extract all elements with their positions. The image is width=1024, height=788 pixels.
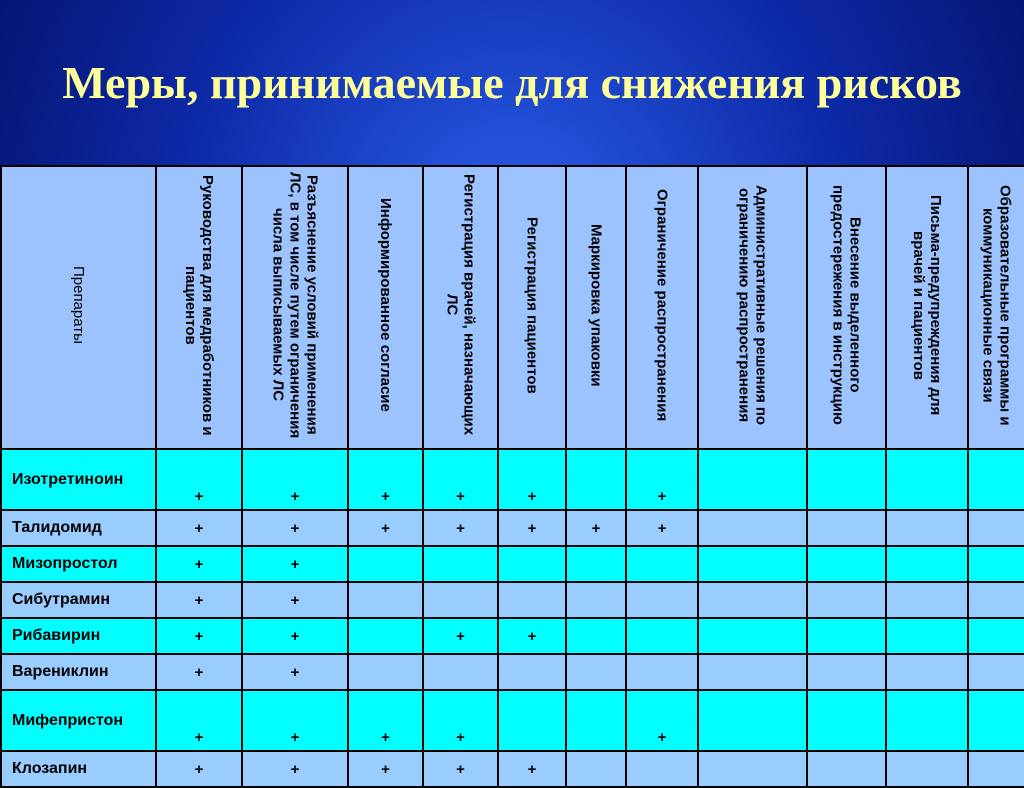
table-cell <box>698 546 807 582</box>
table-cell <box>498 690 566 751</box>
column-header: Ограничение распространения <box>626 166 698 449</box>
drug-name: Талидомид <box>1 510 156 546</box>
table-cell <box>566 582 626 618</box>
table-cell <box>698 654 807 690</box>
table-cell <box>566 654 626 690</box>
table-row <box>1 690 1024 751</box>
table-cell <box>807 654 886 690</box>
table-cell: + <box>498 618 566 654</box>
column-header: Письма-предупреждения для врачей и пациентов <box>886 166 968 449</box>
table-cell <box>807 546 886 582</box>
table-cell <box>626 582 698 618</box>
table-cell <box>807 618 886 654</box>
table-cell: + <box>156 654 242 690</box>
table-cell: + <box>242 654 348 690</box>
risk-measures-table <box>0 165 1024 788</box>
drug-name: Клозапин <box>1 751 156 787</box>
table-cell: + <box>156 546 242 582</box>
table-cell <box>423 582 498 618</box>
table-cell <box>626 654 698 690</box>
table-body <box>1 449 1024 787</box>
table-cell <box>886 510 968 546</box>
table-cell <box>886 449 968 510</box>
table-row <box>1 582 1024 618</box>
table-cell: + <box>423 618 498 654</box>
table-cell <box>807 582 886 618</box>
table-cell <box>886 751 968 787</box>
table-cell: + <box>156 510 242 546</box>
table-cell: + <box>242 510 348 546</box>
table-cell <box>968 449 1024 510</box>
table-cell <box>348 654 423 690</box>
table-cell: + <box>423 751 498 787</box>
table-cell: + <box>498 751 566 787</box>
table-cell <box>698 751 807 787</box>
table-cell: + <box>348 449 423 510</box>
table-cell: + <box>626 449 698 510</box>
table-cell: + <box>566 510 626 546</box>
table-cell <box>566 618 626 654</box>
table-cell <box>886 582 968 618</box>
table-cell <box>698 510 807 546</box>
table-cell <box>968 510 1024 546</box>
table-cell: + <box>348 510 423 546</box>
table-cell <box>566 751 626 787</box>
table-cell <box>807 751 886 787</box>
table-cell <box>968 618 1024 654</box>
table-cell: + <box>156 618 242 654</box>
table-cell: + <box>348 690 423 751</box>
table-cell <box>886 618 968 654</box>
table-cell: + <box>156 582 242 618</box>
table-cell <box>423 654 498 690</box>
table-cell <box>566 690 626 751</box>
drug-name: Изотретиноин <box>1 449 156 510</box>
table-row <box>1 751 1024 787</box>
table-cell <box>886 546 968 582</box>
table-cell: + <box>348 751 423 787</box>
drug-name: Рибавирин <box>1 618 156 654</box>
table-cell <box>498 546 566 582</box>
table-cell: + <box>156 690 242 751</box>
table-row <box>1 546 1024 582</box>
table-cell: + <box>242 449 348 510</box>
table-cell <box>348 582 423 618</box>
table-cell: + <box>626 690 698 751</box>
table-cell <box>807 510 886 546</box>
table-cell: + <box>626 510 698 546</box>
table-cell <box>626 546 698 582</box>
table-cell: + <box>423 449 498 510</box>
table-cell <box>566 449 626 510</box>
table-cell <box>423 546 498 582</box>
table-cell: + <box>242 751 348 787</box>
table-cell: + <box>156 751 242 787</box>
table-cell <box>968 582 1024 618</box>
table-cell <box>968 546 1024 582</box>
column-header: Руководства для медработников и пациентов <box>156 166 242 449</box>
column-header: Регистрация пациентов <box>498 166 566 449</box>
table-row <box>1 449 1024 510</box>
table-cell <box>968 751 1024 787</box>
column-header: Маркировка упаковки <box>566 166 626 449</box>
table-cell <box>698 618 807 654</box>
table-cell: + <box>242 546 348 582</box>
column-header: Административные решения по ограничению распространения <box>698 166 807 449</box>
column-header-drugs: Препараты <box>1 166 156 449</box>
table-cell: + <box>242 690 348 751</box>
table-cell: + <box>423 510 498 546</box>
column-header: Образовательные программы и коммуникационные связи <box>968 166 1024 449</box>
table-cell <box>498 654 566 690</box>
column-header: Информированное согласие <box>348 166 423 449</box>
table-cell <box>566 546 626 582</box>
table-cell <box>626 618 698 654</box>
table-row <box>1 618 1024 654</box>
table-cell <box>698 449 807 510</box>
column-header: Внесение выделенного предостережения в инструкцию <box>807 166 886 449</box>
table-cell: + <box>242 582 348 618</box>
table-row <box>1 510 1024 546</box>
table-cell: + <box>156 449 242 510</box>
table-cell <box>698 690 807 751</box>
column-header: Регистрация врачей, назначающих ЛС <box>423 166 498 449</box>
drug-name: Мизопростол <box>1 546 156 582</box>
column-header: Разъяснение условий применения ЛС, в том числе путем ограничения числа выписываемых ЛС <box>242 166 348 449</box>
drug-name: Сибутрамин <box>1 582 156 618</box>
drug-name: Варениклин <box>1 654 156 690</box>
table-cell: + <box>423 690 498 751</box>
table-cell <box>807 690 886 751</box>
table-cell: + <box>498 449 566 510</box>
table-cell <box>886 690 968 751</box>
drug-name: Мифепристон <box>1 690 156 751</box>
table-cell <box>698 582 807 618</box>
table-cell: + <box>498 510 566 546</box>
table-row <box>1 654 1024 690</box>
table-cell <box>807 449 886 510</box>
table-cell <box>886 654 968 690</box>
table-cell <box>348 546 423 582</box>
table-header-row <box>1 166 1024 449</box>
table-cell: + <box>242 618 348 654</box>
table-cell <box>968 654 1024 690</box>
table-cell <box>968 690 1024 751</box>
table-cell <box>348 618 423 654</box>
slide-title: Меры, принимаемые для снижения рисков <box>62 56 962 108</box>
table-cell <box>626 751 698 787</box>
table-cell <box>498 582 566 618</box>
